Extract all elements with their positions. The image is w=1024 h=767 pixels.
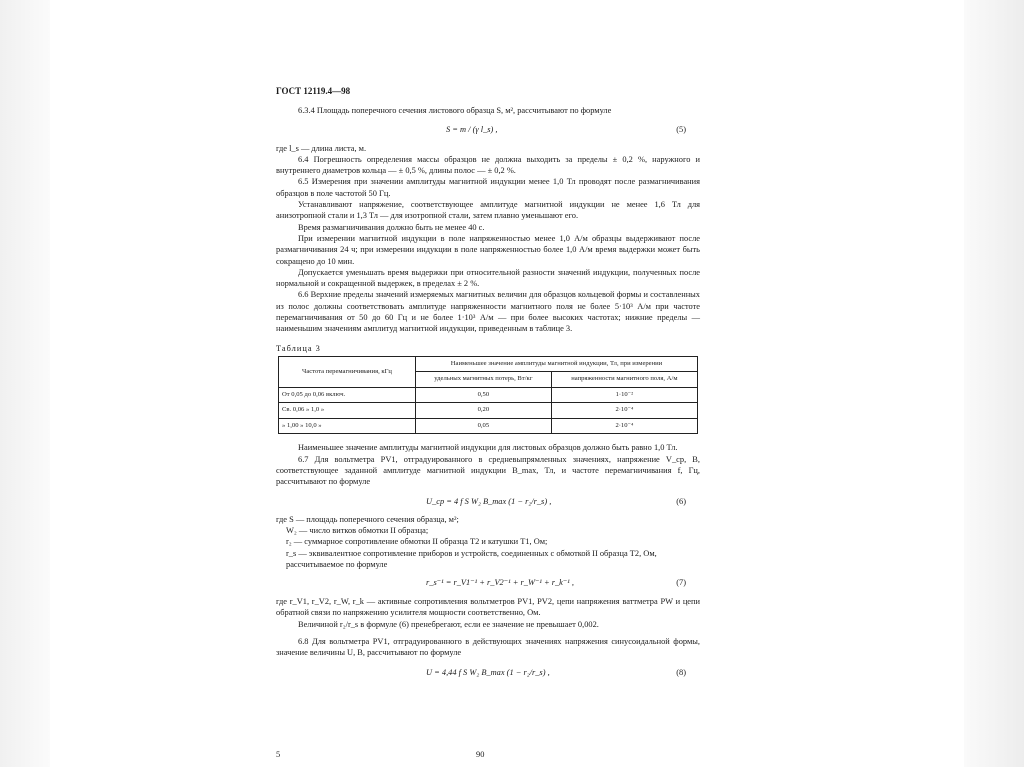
where-item: r_s — эквивалентное сопротивление приборов и устройств, соединенных с обмоткой II образца T2, Ом, рассчитываемое по формуле <box>286 548 657 569</box>
where-list <box>276 514 700 570</box>
table-row <box>279 403 698 419</box>
formula-7-number: (7) <box>676 578 686 588</box>
page-number: 90 <box>476 749 485 759</box>
where-item: r₂ — суммарное сопротивление обмотки II образца T2 и катушки T1, Ом; <box>286 537 548 547</box>
paragraph-neglect: Величиной r₂/r_s в формуле (6) пренебрегают, если ее значение не превышает 0,002. <box>298 619 599 629</box>
standard-header: ГОСТ 12119.4—98 <box>276 86 351 96</box>
table-3 <box>278 356 698 435</box>
formula-7-expression: r_s⁻¹ = r_V1⁻¹ + r_V2⁻¹ + r_W⁻¹ + r_k⁻¹ , <box>426 578 574 588</box>
formula-8 <box>276 659 700 685</box>
paragraph-min-induction: Наименьшее значение амплитуды магнитной индукции для листовых образцов должно быть равно 1,0 Тл. <box>298 443 678 453</box>
clause-6-5-hold: При измерении магнитной индукции в поле напряженностью менее 1,0 А/м образцы выдерживают после размагничивания 24 ч; при измерении индукции в поле напряженностью более 1,0 А/м время выдержки может быть сокращено до 10 мин. <box>276 233 700 266</box>
where-ls: где l_s — длина листа, м. <box>276 143 367 153</box>
formula-6 <box>276 488 700 514</box>
formula-7 <box>276 570 700 596</box>
clause-6-5-reduce: Допускается уменьшать время выдержки при относительной разности значений индукции, полученных после нормальной и сокращенной выдержек, в пределах ± 2 %. <box>276 267 700 289</box>
page-footer <box>276 749 696 760</box>
table-cell-frequency: Св. 0,06 » 1,0 » <box>279 403 416 419</box>
formula-5-number: (5) <box>676 124 686 134</box>
table-cell-frequency: » 1,00 » 10,0 » <box>279 418 416 434</box>
table-header-group: Наименьшее значение амплитуды магнитной индукции, Тл, при измерении <box>416 356 698 372</box>
table-cell-loss: 0,20 <box>416 403 552 419</box>
table-cell-field: 2·10⁻⁴ <box>551 403 697 419</box>
table-header-loss: удельных магнитных потерь, Вт/кг <box>416 372 552 388</box>
where-formula-7: где r_V1, r_V2, r_W, r_k — активные сопротивления вольтметров PV1, PV2, цепи напряжения ваттметра PW и цепи обратной связи по напряжению усилителя мощности соответственно, Ом. <box>276 597 700 618</box>
formula-5 <box>276 117 700 143</box>
formula-8-number: (8) <box>676 667 686 677</box>
clause-6-5-voltage: Устанавливают напряжение, соответствующее амплитуде магнитной индукции не менее 1,6 Тл для анизотропной стали и 1,3 Тл — для изотропной стали, затем плавно уменьшают его. <box>276 200 700 221</box>
table-cell-frequency: От 0,05 до 0,06 включ. <box>279 387 416 403</box>
where-item: где S — площадь поперечного сечения образца, м²; <box>276 514 459 524</box>
table-caption: Таблица 3 <box>276 343 321 353</box>
formula-6-expression: U_ср = 4 f S W₂ B_max (1 − r₂/r_s) , <box>426 496 552 506</box>
clause-6-4: 6.4 Погрешность определения массы образцов не должна выходить за пределы ± 0,2 %, наружного и внутреннего диаметров кольца — ± 0,5 %, длины полос — ± 0,2 %. <box>276 154 700 176</box>
table-row <box>279 387 698 403</box>
table-cell-field: 1·10⁻² <box>551 387 697 403</box>
formula-8-expression: U = 4,44 f S W₂ B_max (1 − r₂/r_s) , <box>426 667 550 677</box>
table-cell-loss: 0,05 <box>416 418 552 434</box>
table-row <box>279 418 698 434</box>
clause-6-7: 6.7 Для вольтметра PV1, отградуированного в средневыпрямленных значениях, напряжение V_ср, В, соответствующее заданной амплитуде магнитной индукции B_max, Тл, и частоте перемагничивания f, Гц, рассчитывают по формуле <box>276 454 700 487</box>
table-header-frequency: Частота перемагничивания, кГц <box>279 356 416 387</box>
table-cell-loss: 0,50 <box>416 387 552 403</box>
left-margin <box>0 0 50 767</box>
formula-5-expression: S = m / (γ l_s) , <box>446 124 498 134</box>
footer-left-number: 5 <box>276 749 281 759</box>
right-margin <box>964 0 1024 767</box>
clause-6-6: 6.6 Верхние пределы значений измеряемых магнитных величин для образцов кольцевой формы и составленных из полос должны соответствовать амплитуде напряженности магнитного поля не более 5·10³ А/м при частоте перемагничивания от 50 до 60 Гц и не более 1·10³ А/м — при более высоких частотах; нижние пределы — наименьшим значениям амплитуд магнитной индукции, приведенным в таблице 3. <box>276 290 700 334</box>
clause-6-8: 6.8 Для вольтметра PV1, отградуированного в действующих значениях напряжения синусоидальной формы, значение величины U, В, рассчитывают по формуле <box>276 637 700 658</box>
where-item: W₂ — число витков обмотки II образца; <box>286 525 429 535</box>
document-page <box>276 86 700 766</box>
clause-6-3-4: 6.3.4 Площадь поперечного сечения листового образца S, м², рассчитывают по формуле <box>298 106 612 116</box>
clause-6-5-time: Время размагничивания должно быть не менее 40 с. <box>298 222 485 232</box>
table-header-field: напряженности магнитного поля, А/м <box>551 372 697 388</box>
clause-6-5: 6.5 Измерения при значении амплитуды магнитной индукции менее 1,0 Тл проводят после размагничивания образцов в поле частотой 50 Гц. <box>276 177 700 198</box>
formula-6-number: (6) <box>676 496 686 506</box>
table-cell-field: 2·10⁻⁴ <box>551 418 697 434</box>
